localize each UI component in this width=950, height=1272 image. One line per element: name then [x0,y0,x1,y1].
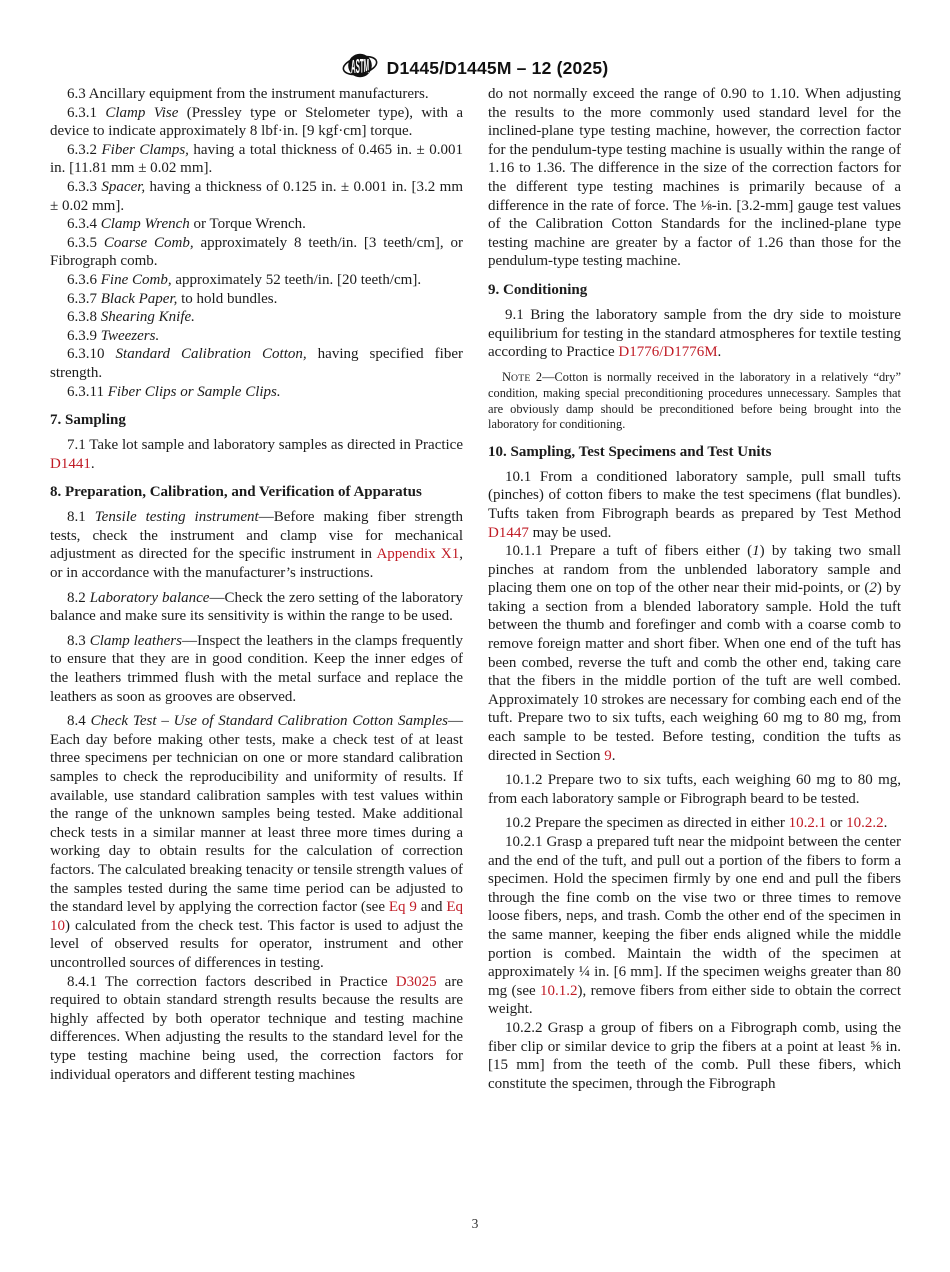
text-run: Clamp Vise [105,104,179,121]
text-run: 6.3 Ancillary equipment from the instrument manufacturers. [67,86,429,102]
reference-link[interactable]: 10.2.1 [788,815,827,832]
text-run: 10.1.2 Prepare two to six tufts, each weighing 60 mg to 80 mg, from each laboratory sample or Fibrograph beard to be tested. [488,772,901,807]
text-run: 10.1 From a conditioned laboratory sample, pull small tufts (pinches) of cotton fibers to make the test specimens (flat bundles). Tufts taken from Fibrograph beards as prepared by Test Method [488,468,901,522]
paragraph [50,141,463,178]
section-heading [488,443,901,462]
text-run: 8.2 [67,589,90,606]
reference-link[interactable]: Appendix X1 [376,546,460,563]
paragraph [50,436,463,473]
paragraph [50,85,463,104]
text-run: Clamp leathers [89,632,182,649]
text-run: 6.3.2 [67,141,102,158]
left-column [50,85,463,1093]
paragraph [50,632,463,706]
reference-link[interactable]: 10.2.2 [846,815,884,832]
text-run: —Each day before making other tests, make a check test of at least three specimens per technician on one or more standard calibration samples to check the reproducibility and uniformity of results. If available, use standard calibration samples with test values within the range of the unknown samples being tested. Make additional check tests in a similar manner at least three more times during a working day to obtain results for the calculation of correction factors. The calculated breaking tenacity or tensile strength values of the samples tested during the same time period can be adjusted to the standard level by applying the correction factor (see [50,713,464,916]
text-run: 8. Preparation, Calibration, and Verification of Apparatus [50,484,422,501]
text-run: having specified fiber strength. [50,346,464,381]
text-run: having a total thickness of 0.465 in. ± 0.001 in. [11.81 mm ± 0.02 mm]. [50,141,463,177]
text-run: 6.3.1 [67,104,106,121]
text-run: Shearing Knife. [100,309,195,326]
text-run: or Torque Wrench. [189,216,306,233]
text-run: . [90,455,95,472]
reference-link[interactable]: D1441 [50,455,91,472]
text-run: —Before making fiber strength tests, check the instrument and clamp vise for mechanical adjustment as directed for the specific instrument in [50,509,463,563]
text-run: approximately 8 teeth/in. [3 teeth/cm], or Fibrograph comb. [50,234,463,270]
text-run: Fiber Clamps, [101,141,189,158]
text-run: 6.3.5 [67,234,104,251]
text-run: 10.2.1 Grasp a prepared tuft near the midpoint between the center and the end of the tuft, and pull out a portion of the fibers to form a specimen. Hold the specimen firmly by one end and pull the fibers through the fine comb on the vise two or three times to remove loose fibers, neps, and trash. Comb the other end of the specimen in the same manner, keeping the fiber ends aligned while the middle portion is combed. Maintain the width of the specimen at approximately ¼ in. [6 mm]. If the specimen weighs greater than 80 mg (see [488,834,901,999]
paragraph [488,814,901,833]
text-run: . [883,815,888,832]
paragraph [50,712,463,972]
paragraph [488,468,901,542]
text-run: ), remove fibers from either side to obtain the correct weight. [488,982,901,1018]
text-run: 1 [752,543,760,560]
text-run: 6.3.8 [67,309,101,326]
section-heading [50,411,463,430]
paragraph [50,345,463,382]
paragraph [488,833,901,1019]
reference-link[interactable]: D3025 [395,973,437,990]
text-run: Clamp Wrench [100,216,190,233]
document-body [50,85,901,1093]
note-paragraph [488,370,901,433]
text-run: Check Test – Use of Standard Calibration Cotton Samples [90,713,449,730]
paragraph [50,290,463,309]
text-run: ) by taking a section from a blended laboratory sample. Hold the tuft between the thumb and forefinger and comb with a coarse comb to remove foreign matter and short fiber. When one end of the tuft has been combed, reverse the tuft and comb the other end, taking care that the fibers in the middle portion of the tuft are well combed. Approximately 10 strokes are necessary for combing each end of the tuft. Prepare two to six tufts, each weighing 60 mg to 80 mg, from each sample to be tested. Before testing, condition the tufts as directed in Section [488,580,902,764]
paragraph [50,308,463,327]
astm-logo-icon [342,50,378,86]
reference-link[interactable]: Eq 9 [388,899,417,916]
paragraph [50,178,463,215]
paragraph [50,383,463,402]
text-run: to hold bundles. [177,290,278,307]
svg-text:ASTM: ASTM [350,55,369,79]
paragraph [50,215,463,234]
text-run: 10. Sampling, Test Specimens and Test Units [488,443,772,460]
text-run: 9.1 Bring the laboratory sample from the dry side to moisture equilibrium for testing in the standard atmospheres for textile testing according to Practice [488,306,901,361]
paragraph [50,508,463,582]
text-run: 6.3.9 [67,327,101,344]
text-run: 10.2.2 Grasp a group of fibers on a Fibrograph comb, using the fiber clip or similar device to grip the fibers at a point at least ⅝ in. [15 mm] from the teeth of the comb. Pull these fibers, which constitute the specimen, through the Fibrograph [488,1019,901,1092]
text-run: Tensile testing instrument [94,509,259,526]
text-run: ) by taking two small pinches at random from the unblended laboratory sample and placing them one on top of the other near their mid-points, or ( [488,543,901,597]
text-run: 2—Cotton is normally received in the laboratory in a relatively “dry” condition, making special preconditioning procedures unnecessary. Samples that are obviously damp should be preconditioned before being brought into the laboratory for conditioning. [488,369,901,432]
text-run: 9. Conditioning [488,281,588,298]
text-run: 6.3.3 [67,178,102,195]
text-run: 6.3.11 [67,383,108,400]
text-run: 10.1.1 Prepare a tuft of fibers either ( [505,543,753,560]
reference-link[interactable]: 9 [604,747,612,764]
page-number: 3 [471,1216,479,1231]
section-heading [50,483,463,502]
paragraph [488,542,901,765]
text-run: 6.3.4 [67,216,101,233]
text-run: approximately 52 teeth/in. [20 teeth/cm]. [171,271,422,288]
text-run: . [611,747,616,764]
reference-link[interactable]: D1447 [488,524,529,541]
paragraph [488,85,901,271]
text-run: Fiber Clips or Sample Clips. [107,383,281,400]
text-run: and [416,899,447,916]
text-run: 8.3 [67,632,90,649]
paragraph [50,589,463,626]
text-run: . [717,344,722,361]
paragraph [50,271,463,290]
text-run: Standard Calibration Cotton, [115,346,307,363]
text-run: 7.1 Take lot sample and laboratory samples as directed in Practice [67,437,463,454]
text-run: , or in accordance with the manufacturer’s instructions. [50,546,463,582]
paragraph [488,306,901,362]
text-run: 8.4 [67,713,91,730]
reference-link[interactable]: 10.1.2 [540,982,578,999]
text-run: 6.3.7 [67,290,101,307]
text-run: —Inspect the leathers in the clamps frequently to ensure that they are in good condition. Keep the inner edges of the leathers trimmed flush with the metal surface and replace the leathers as soon as grooves are observed. [50,632,463,705]
text-run: are required to obtain standard strength results because the results are highly affected by both operator technique and testing machine differences. When adjusting the results to the standard level for the type testing machine being used, the correction factors for individual operators and different testing machines [50,973,463,1083]
paragraph [50,327,463,346]
text-run: —Check the zero setting of the laboratory balance and make sure its sensitivity is within the range to be used. [50,589,463,625]
text-run: 6.3.10 [67,346,116,363]
text-run: ) calculated from the check test. This factor is used to adjust the level of observed results for operator, instrument and other uncontrolled sources of differences in testing. [50,917,463,971]
right-column [488,85,901,1093]
text-run: may be used. [528,524,612,541]
paragraph [488,1019,901,1093]
text-run: having a thickness of 0.125 in. ± 0.001 in. [3.2 mm ± 0.02 mm]. [50,178,464,214]
paragraph [488,771,901,808]
section-heading [488,281,901,300]
paragraph [50,234,463,271]
text-run: 8.4.1 The correction factors described in Practice [67,973,396,990]
paragraph [50,104,463,141]
text-run: 7. Sampling [50,412,126,429]
text-run: (Pressley type or Stelometer type), with a device to indicate approximately 8 lbf·in. [9 kgf·cm] torque. [50,104,463,140]
paragraph [50,973,463,1085]
text-run: 2 [869,580,877,597]
text-run: Laboratory balance [89,589,210,606]
text-run: Fine Comb, [100,271,172,288]
text-run: Coarse Comb, [103,234,194,251]
text-run: 10.2 Prepare the specimen as directed in either [505,815,789,832]
text-run: 6.3.6 [67,271,101,288]
text-run: Tweezers. [100,327,160,344]
text-run: OTE [510,372,531,384]
page-footer [0,1216,950,1232]
reference-link[interactable]: Eq 10 [50,899,463,934]
text-run: or [826,815,847,832]
text-run: Black Paper, [100,290,178,307]
page-header [0,50,950,86]
text-run: 8.1 [67,509,95,526]
text-run: Spacer, [101,178,146,195]
text-run: do not normally exceed the range of 0.90 to 1.10. When adjusting the results to the more commonly used standard level for the inclined-plane type testing machine, however, the correction factor for the pendulum-type testing machine is usually within the range of 1.16 to 1.36. The difference in the size of the correction factors for the different type testing machines is primarily because of a difference in the rate of force. The ⅛-in. [3.2-mm] gauge test values of the Calibration Cotton Standards for the inclined-plane type testing machine are greater by a factor of 1.26 than those for the pendulum-type testing machine. [488,86,901,270]
text-run: N [502,369,511,384]
reference-link[interactable]: D1776/D1776M [618,344,718,361]
document-designation-title: D1445/D1445M – 12 (2025) [386,57,609,78]
